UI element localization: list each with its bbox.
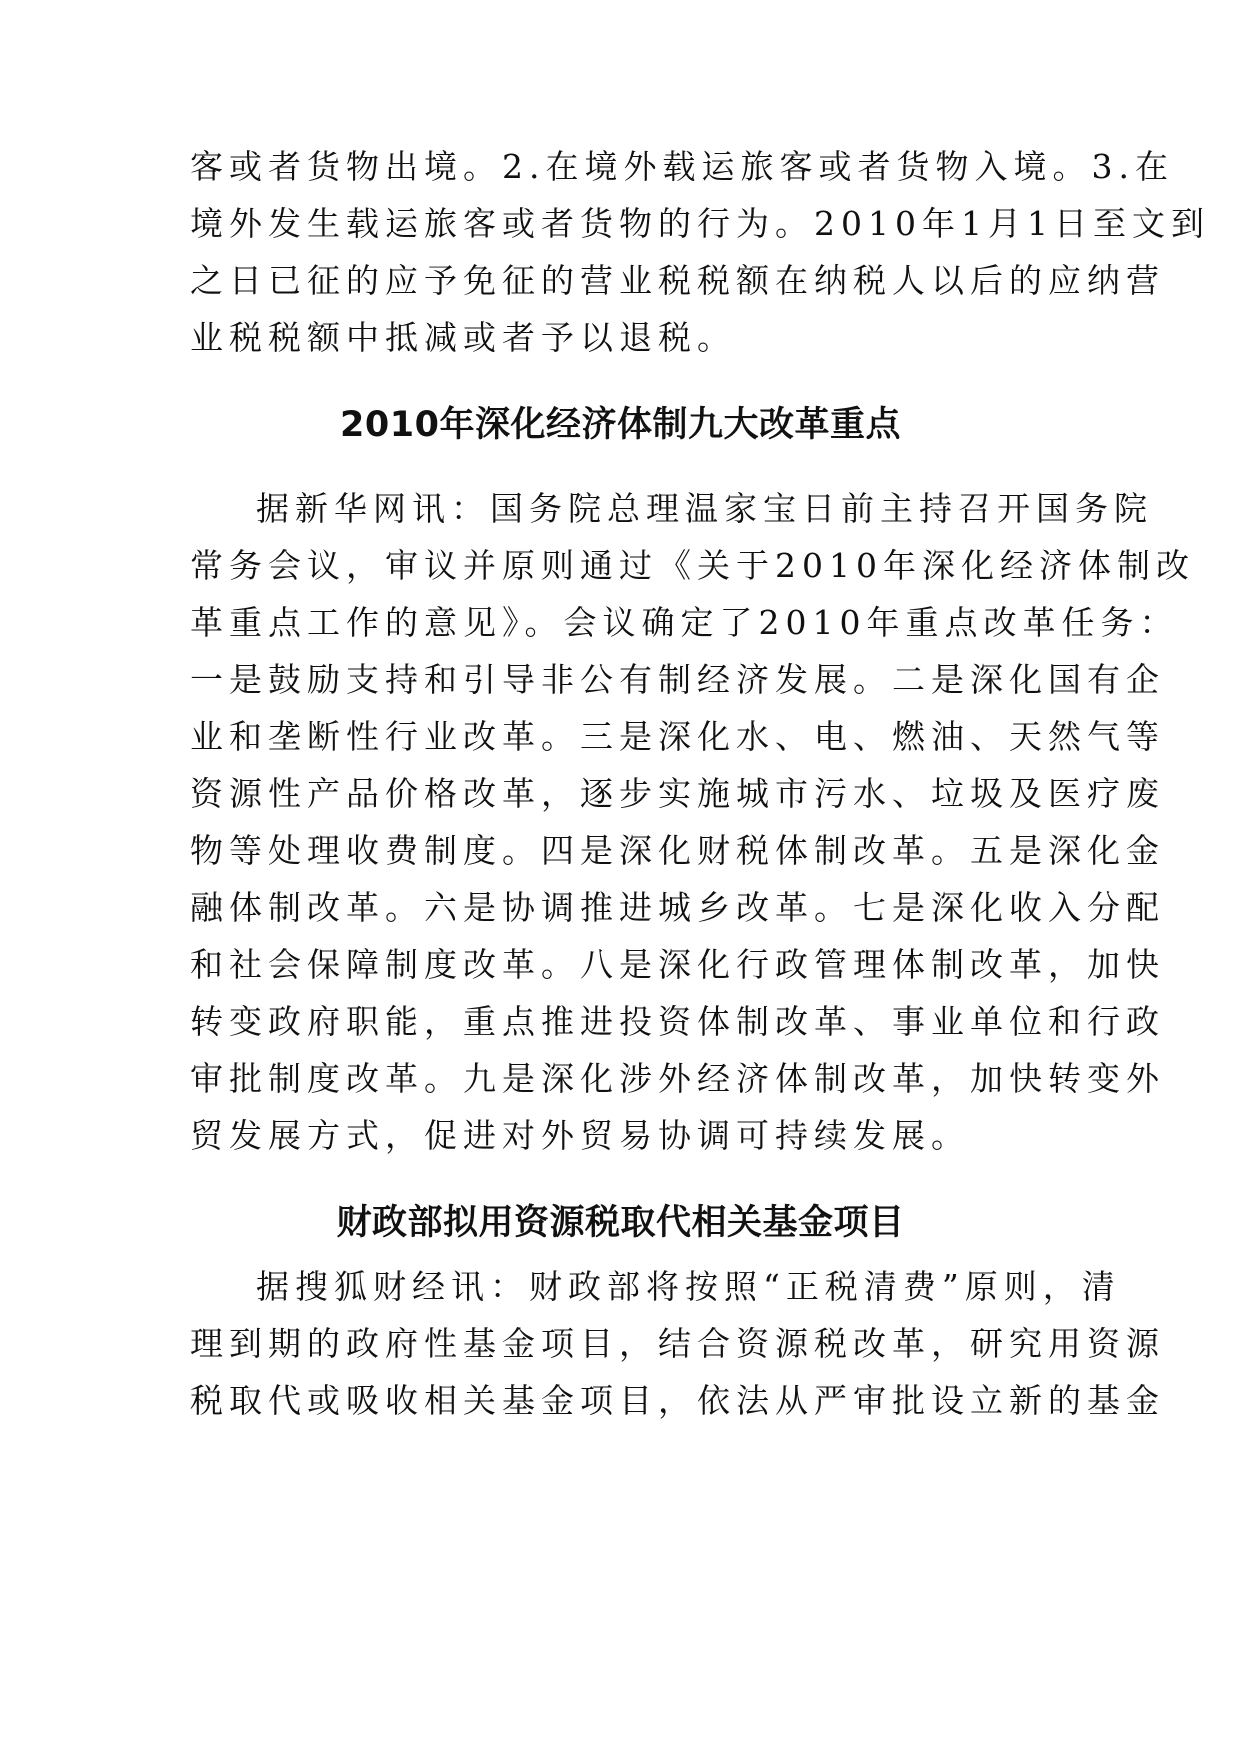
paragraph-line: 据新华网讯：国务院总理温家宝日前主持召开国务院 [256,489,1153,528]
paragraph-line: 物等处理收费制度。四是深化财税体制改革。五是深化金 [190,831,1165,870]
paragraph-line: 常务会议，审议并原则通过《关于2010年深化经济体制改 [190,546,1195,585]
paragraph-line: 审批制度改革。九是深化涉外经济体制改革，加快转变外 [190,1059,1165,1098]
paragraph-line: 转变政府职能，重点推进投资体制改革、事业单位和行政 [190,1002,1165,1041]
section-heading-reform: 2010年深化经济体制九大改革重点 [340,405,901,445]
paragraph-line: 资源性产品价格改革，逐步实施城市污水、垃圾及医疗废 [190,774,1165,813]
paragraph-line: 贸发展方式，促进对外贸易协调可持续发展。 [190,1116,970,1155]
paragraph-line: 业税税额中抵减或者予以退税。 [190,318,736,357]
paragraph-line: 理到期的政府性基金项目，结合资源税改革，研究用资源 [190,1324,1165,1363]
paragraph-line: 据搜狐财经讯：财政部将按照“正税清费”原则，清 [256,1267,1121,1306]
paragraph-line: 融体制改革。六是协调推进城乡改革。七是深化收入分配 [190,888,1165,927]
paragraph-line: 之日已征的应予免征的营业税税额在纳税人以后的应纳营 [190,261,1165,300]
paragraph-line: 客或者货物出境。2.在境外载运旅客或者货物入境。3.在 [190,147,1174,186]
paragraph-line: 和社会保障制度改革。八是深化行政管理体制改革，加快 [190,945,1165,984]
paragraph-line: 税取代或吸收相关基金项目，依法从严审批设立新的基金 [190,1381,1165,1420]
paragraph-line: 境外发生载运旅客或者货物的行为。2010年1月1日至文到 [190,204,1210,243]
paragraph-line: 一是鼓励支持和引导非公有制经济发展。二是深化国有企 [190,660,1165,699]
paragraph-line: 革重点工作的意见》。会议确定了2010年重点改革任务： [190,603,1179,642]
paragraph-line: 业和垄断性行业改革。三是深化水、电、燃油、天然气等 [190,717,1165,756]
section-heading-resource-tax: 财政部拟用资源税取代相关基金项目 [336,1203,905,1243]
